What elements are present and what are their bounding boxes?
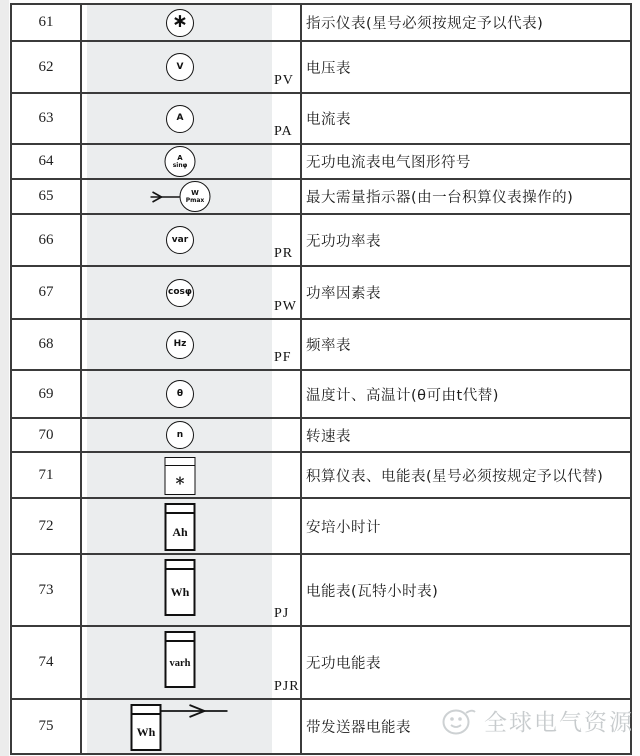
symbol-cell	[80, 555, 300, 625]
row-number-cell	[10, 180, 80, 213]
description-cell	[300, 371, 632, 417]
symbol-text	[167, 642, 194, 686]
row-number-cell	[10, 215, 80, 265]
row-number-cell	[10, 453, 80, 497]
symbol-wrap	[166, 215, 194, 265]
symbol-text: V	[176, 61, 184, 72]
meter-rect-symbol	[131, 704, 162, 751]
table-row	[10, 553, 632, 625]
description-text: 电压表	[306, 60, 351, 77]
row-number: 64	[38, 153, 54, 169]
description-cell	[300, 94, 632, 143]
description-cell	[300, 42, 632, 92]
symbol-cell	[80, 42, 300, 92]
symbol-wrap	[165, 145, 196, 178]
description-text: 转速表	[306, 428, 351, 445]
row-number: 75	[38, 718, 54, 734]
symbol-text: ∗	[172, 10, 188, 32]
row-number: 67	[38, 284, 54, 300]
table-row	[10, 92, 632, 143]
arrow-right-icon	[162, 704, 230, 718]
symbol-code-label: PJR	[274, 679, 300, 694]
row-number-cell	[10, 42, 80, 92]
description-cell	[300, 215, 632, 265]
symbol-text-value: Ah	[172, 524, 188, 539]
symbol-wrap	[166, 94, 194, 143]
symbol-wrap	[131, 700, 230, 756]
description-text: 积算仪表、电能表(星号必须按规定予以代替)	[306, 468, 604, 485]
symbol-cell	[80, 627, 300, 698]
meter-circle-symbol	[180, 181, 211, 212]
electrical-symbol-table	[10, 3, 632, 755]
symbol-code-label: PR	[274, 246, 294, 261]
meter-circle-symbol	[165, 146, 196, 177]
meter-rect-top-strip	[167, 561, 194, 570]
table-row	[10, 417, 632, 451]
description-cell	[300, 555, 632, 625]
table-row	[10, 178, 632, 213]
meter-rect-top-strip	[133, 706, 160, 715]
symbol-text: Pmax	[185, 196, 205, 204]
table-row	[10, 625, 632, 698]
symbol-wrap	[165, 555, 196, 629]
table-row	[10, 265, 632, 318]
row-number: 70	[38, 426, 54, 443]
row-number: 72	[38, 517, 54, 534]
symbol-wrap	[150, 180, 211, 213]
meter-circle-symbol	[166, 421, 194, 449]
description-text: 最大需量指示器(由一台积算仪表操作的)	[306, 190, 574, 206]
symbol-text	[167, 570, 194, 614]
table-row	[10, 369, 632, 417]
symbol-code-label: PJ	[274, 606, 290, 621]
row-number: 68	[38, 336, 54, 352]
meter-circle-symbol	[166, 53, 194, 81]
row-number-cell	[10, 320, 80, 369]
description-cell	[300, 499, 632, 553]
row-number-cell	[10, 555, 80, 625]
symbol-cell	[80, 499, 300, 553]
description-cell	[300, 627, 632, 698]
symbol-text-value: ∗	[174, 470, 186, 490]
description-text: 无功功率表	[306, 233, 381, 250]
symbol-text: W	[191, 188, 199, 197]
table-row	[10, 40, 632, 92]
description-cell	[300, 145, 632, 178]
symbol-cell	[80, 267, 300, 318]
symbol-cell	[80, 94, 300, 143]
meter-circle-symbol	[166, 226, 194, 254]
description-text: 带发送器电能表	[306, 720, 411, 736]
symbol-text	[133, 715, 160, 749]
row-number-cell	[10, 499, 80, 553]
symbol-text: θ	[176, 388, 184, 399]
description-text: 无功电流表电气图形符号	[306, 155, 471, 171]
symbol-wrap	[166, 5, 194, 40]
description-cell	[300, 453, 632, 497]
symbol-wrap	[166, 42, 194, 92]
description-text: 指示仪表(星号必须按规定予以代表)	[306, 16, 544, 32]
symbol-text: var	[171, 234, 189, 245]
description-text: 无功电能表	[306, 656, 381, 672]
arrow-right-icon	[150, 191, 180, 203]
description-cell	[300, 267, 632, 318]
symbol-text	[167, 514, 194, 549]
row-number: 61	[38, 14, 54, 30]
table-row	[10, 143, 632, 178]
row-number-cell	[10, 145, 80, 178]
symbol-text-value: Wh	[170, 585, 190, 599]
meter-circle-symbol	[166, 9, 194, 37]
symbol-wrap	[166, 320, 194, 369]
symbol-cell	[80, 371, 300, 417]
meter-circle-symbol	[166, 380, 194, 408]
symbol-cell	[80, 180, 300, 213]
symbol-text: n	[176, 429, 184, 440]
meter-circle-symbol	[166, 105, 194, 133]
table-row	[10, 451, 632, 497]
symbol-text: cosφ	[168, 287, 192, 297]
row-number-cell	[10, 5, 80, 40]
row-number: 74	[38, 654, 54, 670]
symbol-cell	[80, 453, 300, 497]
row-number-cell	[10, 94, 80, 143]
row-number: 62	[38, 58, 54, 75]
symbol-cell	[80, 145, 300, 178]
meter-circle-symbol	[166, 331, 194, 359]
symbol-cell	[80, 5, 300, 40]
description-cell	[300, 320, 632, 369]
watermark-text: 全球电气资源	[484, 710, 634, 736]
symbol-wrap	[166, 267, 194, 318]
symbol-cell	[80, 419, 300, 451]
row-number: 63	[38, 110, 54, 126]
page-left-margin	[0, 0, 9, 756]
description-cell	[300, 5, 632, 40]
description-text: 频率表	[306, 338, 351, 354]
row-number-cell	[10, 267, 80, 318]
description-text: 电能表(瓦特小时表)	[306, 583, 439, 600]
symbol-text: A	[177, 153, 183, 162]
meter-circle-symbol	[166, 279, 194, 307]
meter-rect-symbol	[165, 559, 196, 616]
description-text: 电流表	[306, 112, 351, 128]
meter-rect-top-strip	[167, 633, 194, 642]
symbol-code-label: PF	[274, 350, 292, 365]
meter-rect-top-strip	[167, 505, 194, 514]
row-number-cell	[10, 627, 80, 698]
symbol-wrap	[166, 371, 194, 417]
row-number: 69	[38, 385, 54, 402]
symbol-text: Hz	[173, 339, 187, 349]
table-row	[10, 213, 632, 265]
meter-rect-symbol	[165, 503, 196, 551]
description-cell	[300, 419, 632, 451]
symbol-wrap	[165, 627, 196, 702]
symbol-wrap	[166, 419, 194, 451]
table-row	[10, 318, 632, 369]
symbol-text: A	[176, 113, 184, 123]
table-row	[10, 3, 632, 40]
symbol-code-label: PW	[274, 299, 297, 314]
meter-rect-symbol	[165, 457, 196, 495]
symbol-code-label: PA	[274, 124, 293, 139]
row-number: 65	[38, 188, 54, 204]
description-text: 功率因素表	[306, 286, 381, 302]
symbol-text-value: Wh	[136, 725, 156, 739]
description-text: 温度计、高温计(θ可由t代替)	[306, 387, 499, 404]
symbol-text: sinφ	[172, 161, 188, 169]
watermark	[441, 704, 634, 737]
table-row	[10, 497, 632, 553]
meter-rect-symbol	[165, 631, 196, 688]
symbol-cell	[80, 215, 300, 265]
symbol-wrap	[165, 499, 196, 557]
row-number-cell	[10, 419, 80, 451]
symbol-wrap	[165, 453, 196, 501]
row-number: 71	[38, 466, 54, 483]
meter-rect-top-strip	[166, 458, 195, 466]
symbol-cell	[80, 700, 300, 753]
row-number-cell	[10, 700, 80, 753]
description-cell	[300, 180, 632, 213]
description-text: 安培小时计	[306, 519, 381, 536]
row-number: 73	[38, 581, 54, 598]
symbol-text	[166, 466, 195, 494]
symbol-code-label: PV	[274, 73, 294, 88]
row-number-cell	[10, 371, 80, 417]
smiley-globe-icon	[441, 706, 477, 736]
symbol-cell	[80, 320, 300, 369]
symbol-text-value: varh	[169, 657, 191, 669]
row-number: 66	[38, 231, 54, 248]
